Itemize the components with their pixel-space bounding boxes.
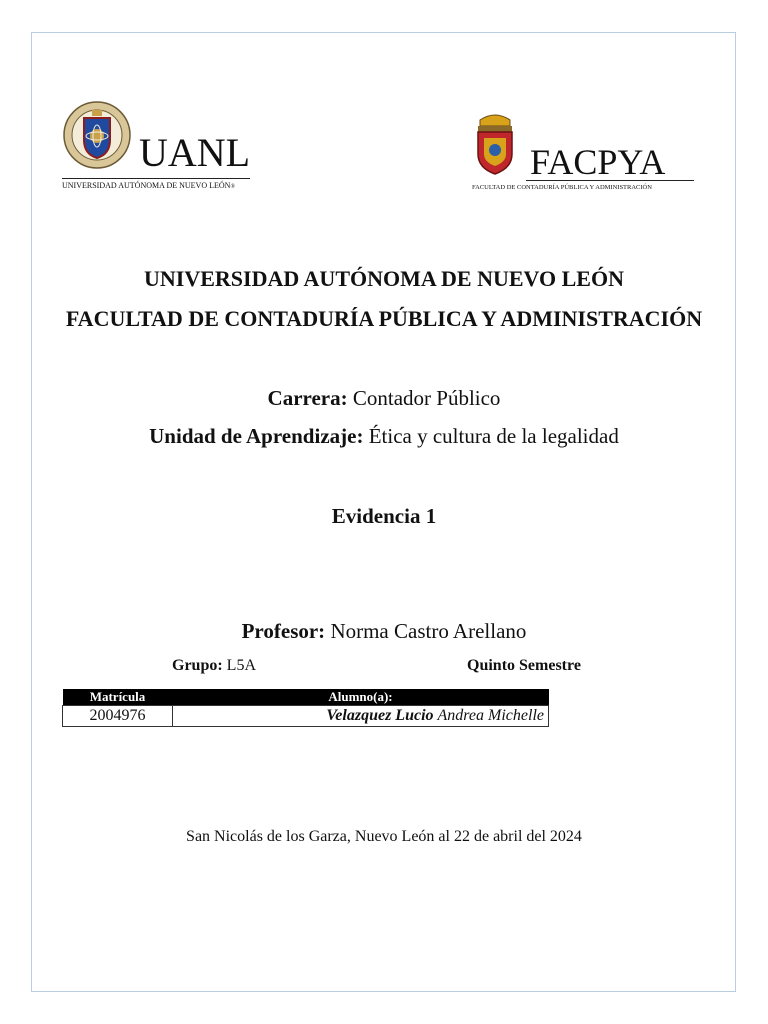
header-alumno: Alumno(a): (173, 689, 549, 706)
facpya-rule (526, 180, 694, 181)
uanl-wordmark: UANL (139, 130, 251, 175)
career-value: Contador Público (352, 386, 501, 410)
professor-line (0, 619, 768, 644)
unit-label: Unidad de Aprendizaje: (149, 424, 364, 448)
uanl-logo (62, 100, 262, 195)
facpya-logo (470, 110, 700, 200)
uanl-subtitle (62, 181, 235, 192)
unit-value: Ética y cultura de la legalidad (368, 424, 619, 448)
students-table (62, 689, 549, 727)
header-matricula: Matrícula (63, 689, 173, 706)
group-line (172, 657, 256, 675)
table-header-row (63, 689, 549, 706)
facpya-wordmark: FACPYA (530, 142, 666, 182)
career-label: Carrera: (267, 386, 348, 410)
semester: Quinto Semestre (467, 657, 581, 674)
student-name (173, 706, 549, 727)
uanl-rule (62, 178, 250, 179)
professor-name: Norma Castro Arellano (330, 619, 527, 643)
assignment-title: Evidencia 1 (331, 504, 437, 528)
uanl-subtitle-text: UNIVERSIDAD AUTÓNOMA DE NUEVO LEÓN (62, 181, 231, 190)
student-id: 2004976 (63, 706, 173, 727)
facpya-subtitle: FACULTAD DE CONTADURÍA PÚBLICA Y ADMINISTRACIÓN (472, 184, 652, 191)
table-row (63, 706, 549, 727)
career-line (0, 386, 768, 411)
student-given-names: Andrea Michelle (437, 707, 544, 724)
uanl-seal-icon (62, 100, 132, 170)
faculty-title: FACULTAD DE CONTADURÍA PÚBLICA Y ADMINISTRACIÓN (65, 306, 703, 331)
professor-label: Profesor: (241, 619, 326, 643)
place-date: San Nicolás de los Garza, Nuevo León al 22 de abril del 2024 (186, 828, 582, 845)
unit-line (0, 424, 768, 449)
group-label: Grupo: (172, 657, 223, 674)
registered-mark: ® (230, 184, 235, 190)
student-surnames: Velazquez Lucio (326, 707, 434, 724)
facpya-shield-icon (472, 110, 518, 176)
group-value: L5A (226, 657, 256, 674)
university-title: UNIVERSIDAD AUTÓNOMA DE NUEVO LEÓN (144, 266, 624, 291)
